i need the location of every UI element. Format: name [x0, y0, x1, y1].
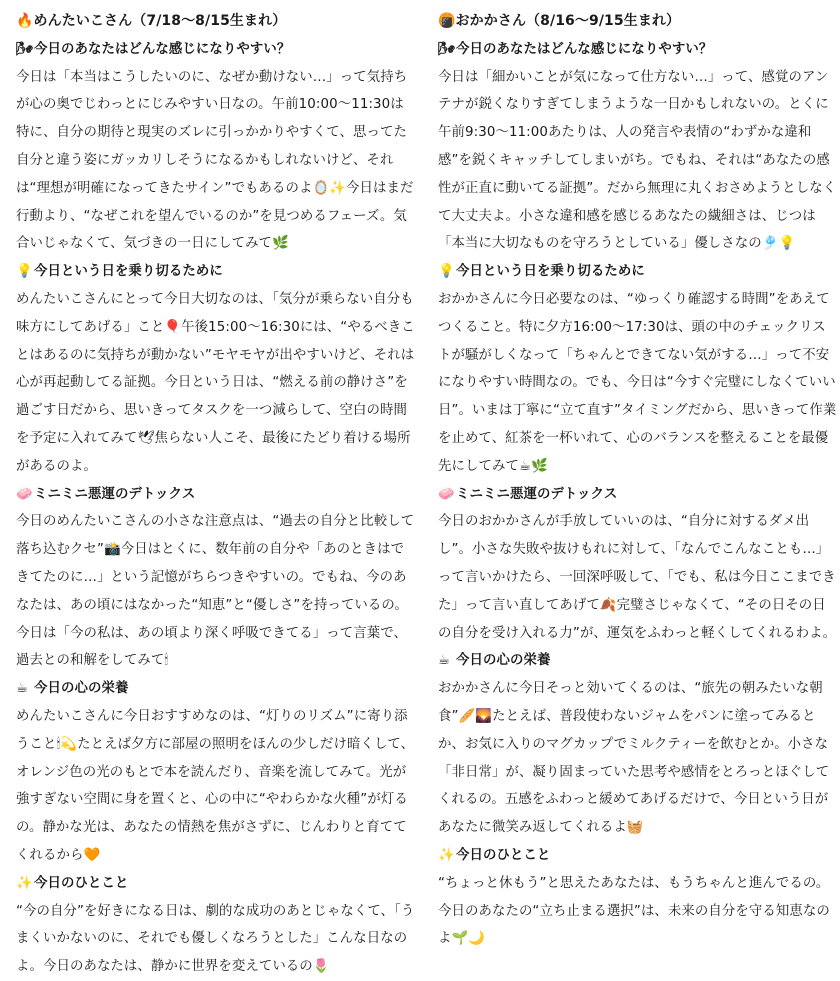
soap-icon: 🧼 [16, 486, 33, 502]
section-heading: 💡今日という日を乗り切るために [438, 258, 838, 286]
section-heading: 🌬今日のあなたはどんな感じになりやすい？ [16, 36, 416, 64]
column-title: 🔥めんたいこさん（7/18〜8/15生まれ） [16, 13, 287, 29]
lightbulb-icon: 💡 [438, 264, 455, 280]
sparkles-icon: ✨ [16, 875, 33, 891]
fire-icon: 🔥 [16, 13, 34, 29]
column-mentaiko [16, 8, 416, 981]
wind-icon: 🌬 [16, 41, 34, 57]
section-mood [438, 36, 838, 258]
rice-cracker-icon: 🍘 [438, 13, 456, 29]
coffee-icon: ☕ [16, 681, 29, 697]
section-body: 今日のおかかさんが手放していいのは、“自分に対するダメ出し”。小さな失敗や抜けもれに対して、「なんでこんなことも…」って言いかけたら、一回深呼吸して、「でも、私は今日ここまできた」って言い直してあげて🍂完璧さじゃなくて、“その日その日の自分を受け入れる力”が、運気をふわっと軽くしてくれるわよ。 [438, 514, 837, 641]
section-body: “今の自分”を好きになる日は、劇的な成功のあとじゃなくて、「うまくいかないのに、それでも優しくなろうとした」こんな日なのよ。今日のあなたは、静かに世界を変えているの🌷 [16, 903, 415, 975]
column-okaka [438, 8, 838, 953]
section-body: おかかさんに今日そっと効いてくるのは、“旅先の朝みたいな朝食”🥖🌄たとえば、普段使わないジャムをパンに塗ってみるとか、お気に入りのマグカップでミルクティーを飲むとか。小さな「非日常」が、凝り固まっていた思考や感情をとろっとほぐしてくれるの。五感をふわっと緩めてあげるだけで、今日という日があなたに微笑み返してくれるよ🧺 [438, 681, 830, 836]
section-body: “ちょっと休もう”と思えたあなたは、もうちゃんと進んでるの。今日のあなたの“立ち止まる選択”は、未来の自分を守る知恵なのよ🌱🌙 [438, 875, 830, 947]
section-heading: 🌬今日のあなたはどんな感じになりやすい？ [438, 36, 838, 64]
section-body: めんたいこさんに今日おすすめなのは、“灯りのリズム”に寄り添うこと🕯💫たとえば夕方に部屋の照明をほんの少しだけ暗くして、オレンジ色の光のもとで本を読んだり、音楽を流してみて。光が強すぎない空間に身を置くと、心の中に“やわらかな火種”が灯るの。静かな光は、あなたの情熱を焦がさずに、じんわりと育ててくれるから🧡 [16, 708, 415, 863]
section-body: めんたいこさんにとって今日大切なのは、「気分が乗らない自分も味方にしてあげる」こと🎈午後15:00〜16:30には、“やるべきことはあるのに気持ちが動かない”モヤモヤが出やすいけど、それは心が再起動してる証拠。今日という日は、“燃える前の静けさ”を過ごす日だから、思いきってタスクを一つ減らして、空白の時間を予定に入れてみて🕊焦らない人こそ、最後にたどり着ける場所があるのよ。 [16, 291, 415, 474]
section-nourish [16, 675, 416, 870]
sparkles-icon: ✨ [438, 847, 455, 863]
section-word [16, 870, 416, 981]
section-body: 今日は「本当はこうしたいのに、なぜか動けない…」って気持ちが心の奥でじわっとにじみやすい日なの。午前10:00〜11:30は特に、自分の期待と現実のズレに引っかかりやすくて、思ってた自分と違う姿にガッカリしそうになるかもしれないけど、それは“理想が明確になってきたサイン”でもあるのよ🪞✨今日はまだ行動より、“なぜこれを望んでいるのか”を見つめるフェーズ。気合いじゃなくて、気づきの一日にしてみて🌿 [16, 69, 414, 252]
wind-icon: 🌬 [438, 41, 456, 57]
section-mood [16, 36, 416, 258]
section-heading: ✨今日のひとこと [438, 842, 838, 870]
section-body: おかかさんに今日必要なのは、“ゆっくり確認する時間”をあえてつくること。特に夕方16:00〜17:30は、頭の中のチェックリストが騒がしくなって「ちゃんとできてない気がする…」って不安になりやすい時間なの。でも、今日は“今すぐ完璧にしなくていい日”。いまは丁寧に“立て直す”タイミングだから、思いきって作業を止めて、紅茶を一杯いれて、心のバランスを整えることを最優先にしてみて☕🌿 [438, 291, 837, 474]
section-body: 今日のめんたいこさんの小さな注意点は、“過去の自分と比較して落ち込むクセ”📸今日はとくに、数年前の自分や「あのときはできてたのに…」という記憶がちらつきやすいの。でもね、今のあなたは、あの頃にはなかった“知恵”と“優しさ”を持っているの。今日は「今の私は、あの頃より深く呼吸できてる」って言葉で、過去との和解をしてみて🕯 [16, 514, 415, 669]
soap-icon: 🧼 [438, 486, 455, 502]
lightbulb-icon: 💡 [16, 264, 33, 280]
section-heading: ✨今日のひとこと [16, 870, 416, 898]
section-body: 今日は「細かいことが気になって仕方ない…」って、感覚のアンテナが鋭くなりすぎてしまうような一日かもしれないの。とくに午前9:30〜11:00あたりは、人の発言や表情の“わずかな違和感”を鋭くキャッチしてしまいがち。でもね、それは“あなたの感性が正直に動いてる証拠”。だから無理に丸くおさめようとしなくて大丈夫よ。小さな違和感を感じるあなたの繊細さは、じつは「本当に大切なものを守ろうとしている」優しさなの🎐💡 [438, 69, 837, 252]
section-heading: ☕ 今日の心の栄養 [16, 675, 416, 703]
section-heading: 🧼ミニミニ悪運のデトックス [438, 481, 838, 509]
section-heading: ☕ 今日の心の栄養 [438, 647, 838, 675]
section-nourish [438, 647, 838, 842]
section-heading: 💡今日という日を乗り切るために [16, 258, 416, 286]
section-survive [438, 258, 838, 480]
coffee-icon: ☕ [438, 653, 451, 669]
section-survive [16, 258, 416, 480]
section-detox [16, 481, 416, 676]
section-word [438, 842, 838, 953]
section-heading: 🧼ミニミニ悪運のデトックス [16, 481, 416, 509]
column-title: 🍘おかかさん（8/16〜9/15生まれ） [438, 13, 681, 29]
section-detox [438, 481, 838, 648]
